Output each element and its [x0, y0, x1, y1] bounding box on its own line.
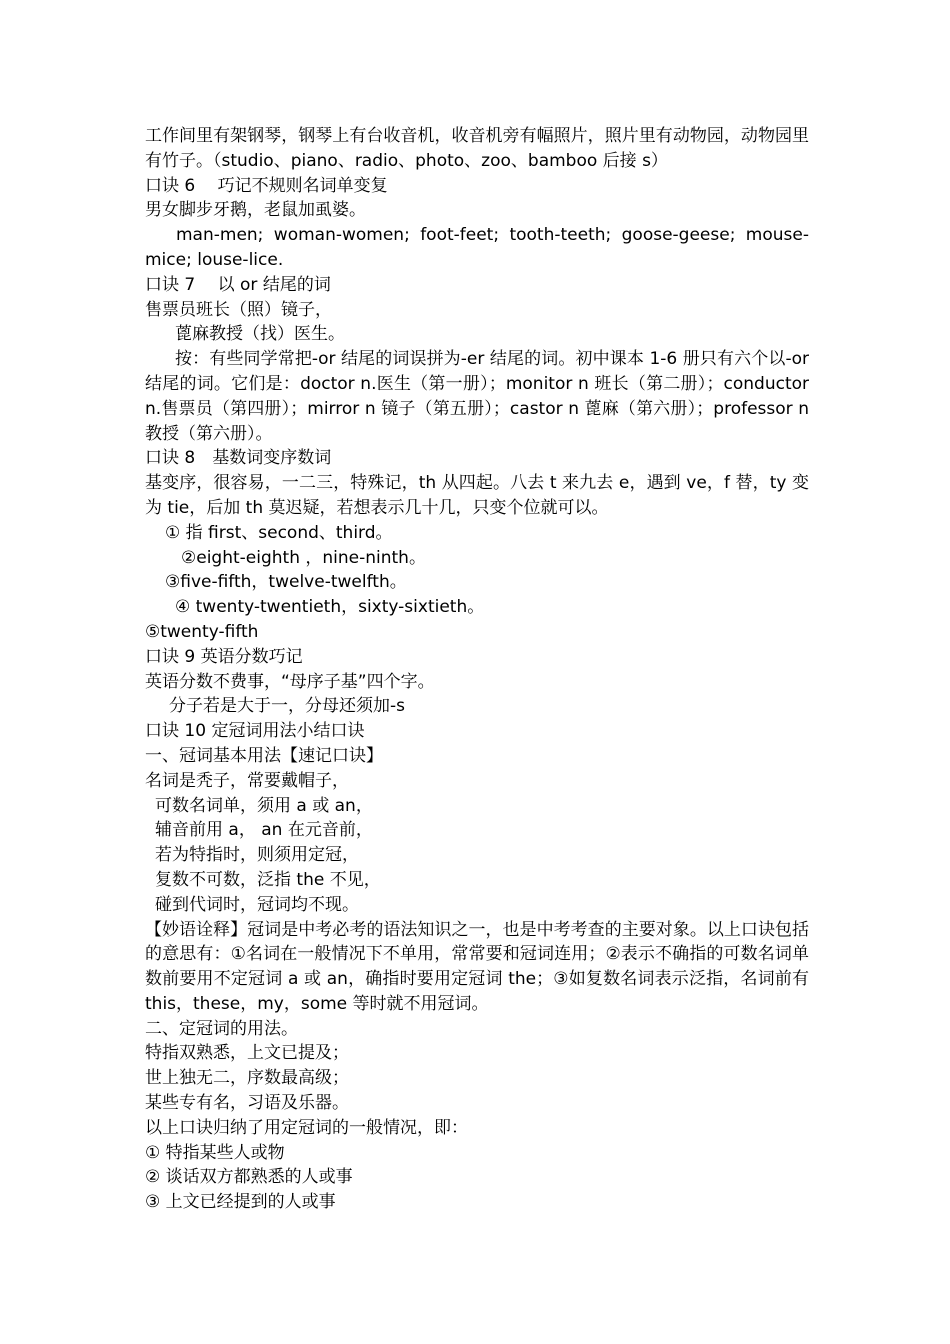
definite-rhyme-line: 某些专有名，习语及乐器。: [145, 1093, 349, 1114]
heading-rule-9: 口诀 9 英语分数巧记: [145, 646, 303, 667]
ordinal-example-1: ① 指 first、second、third。: [165, 522, 393, 543]
heading-rule-7: 口诀 7 以 or 结尾的词: [145, 274, 331, 295]
article-rhyme-line: 复数不可数，泛指 the 不见，: [155, 869, 381, 890]
heading-rule-10: 口诀 10 定冠词用法小结口诀: [145, 721, 365, 742]
ordinal-example-4: ④ twenty-twentieth，sixty-sixtieth。: [175, 597, 485, 618]
article-rhyme-line: 若为特指时，则须用定冠，: [155, 845, 359, 866]
article-rhyme-line: 碰到代词时，冠词均不现。: [155, 894, 359, 915]
definite-case-item: ① 特指某些人或物: [145, 1142, 285, 1163]
section-heading-definite-article: 二、定冠词的用法。: [145, 1018, 298, 1039]
rhyme-irregular-plurals: 男女脚步牙鹅，老鼠加虱婆。: [145, 200, 366, 221]
definite-rhyme-line: 世上独无二，序数最高级；: [145, 1068, 349, 1089]
article-rhyme-line: 辅音前用 a， an 在元音前，: [155, 820, 373, 841]
definite-case-item: ② 谈话双方都熟悉的人或事: [145, 1167, 353, 1188]
rhyme-fractions-1: 英语分数不费事，“母序子基”四个字。: [145, 671, 435, 692]
definite-summary: 以上口诀归纳了用定冠词的一般情况，即：: [145, 1117, 468, 1138]
definite-rhyme-line: 特指双熟悉，上文已提及；: [145, 1043, 349, 1064]
paragraph-article-explanation: 【妙语诠释】冠词是中考必考的语法知识之一，也是中考考查的主要对象。以上口诀包括的意思有：①名词在一般情况下不单用，常常要和冠词连用；②表示不确指的可数名词单数前要用不定冠词 a 或 an，确指时要用定冠词 the；③如复数名词表示泛指，名词前有 this，these，my，some 等时就不用冠词。: [145, 919, 809, 1014]
article-rhyme-line: 可数名词单，须用 a 或 an，: [155, 795, 373, 816]
rhyme-ordinal-numbers: 基变序，很容易，一二三，特殊记，th 从四起。八去 t 来九去 e，遇到 ve，f 替，ty 变为 tie，后加 th 莫迟疑，若想表示几十几，只变个位就可以。: [145, 473, 809, 518]
ordinal-example-5: ⑤twenty-fifth: [145, 621, 259, 642]
example-irregular-plurals: man-men; woman-women; foot-feet; tooth-teeth; goose-geese; mouse-mice; louse-lice.: [145, 225, 809, 270]
ordinal-example-2: ②eight-eighth ，nine-ninth。: [181, 547, 426, 568]
heading-rule-8: 口诀 8 基数词变序数词: [145, 448, 332, 469]
rhyme-fractions-2: 分子若是大于一，分母还须加-s: [169, 696, 405, 717]
ordinal-example-3: ③five-fifth，twelve-twelfth。: [165, 572, 407, 593]
heading-rule-6: 口诀 6 巧记不规则名词单变复: [145, 175, 388, 196]
section-heading-articles: 一、冠词基本用法【速记口诀】: [145, 745, 383, 766]
rhyme-or-words-1: 售票员班长（照）镜子，: [145, 299, 332, 320]
paragraph-studio-piano: 工作间里有架钢琴，钢琴上有台收音机，收音机旁有幅照片，照片里有动物园，动物园里有竹子。（studio、piano、radio、photo、zoo、bamboo 后接 s）: [145, 126, 809, 171]
definite-case-item: ③ 上文已经提到的人或事: [145, 1192, 336, 1213]
article-rhyme-line: 名词是秃子，常要戴帽子，: [145, 770, 349, 791]
document-body: [145, 124, 809, 1215]
note-or-words: 按：有些同学常把-or 结尾的词误拼为-er 结尾的词。初中课本 1-6 册只有六个以-or 结尾的词。它们是：doctor n.医生（第一册）；monitor n 班长（第二册）；conductor n.售票员（第四册）；mirror n 镜子（第五册）；castor n 蓖麻（第六册）；professor n 教授（第六册）。: [145, 349, 809, 444]
rhyme-or-words-2: 蓖麻教授（找）医生。: [175, 324, 345, 345]
